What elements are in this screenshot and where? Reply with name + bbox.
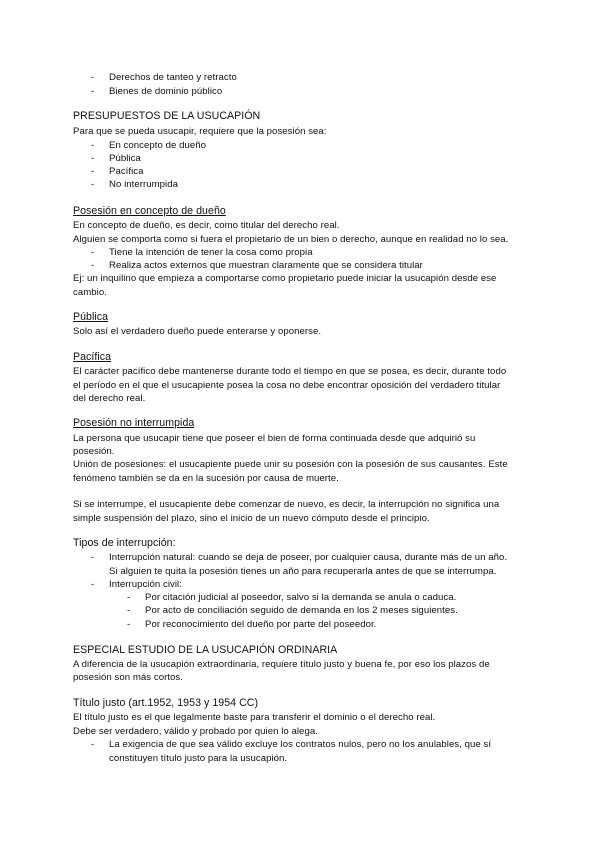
bullet-dash: - xyxy=(91,260,95,271)
list-item: La exigencia de que sea válido excluye los contratos nulos, pero no los anulables, que sí xyxy=(109,739,492,750)
paragraph-line: Debe ser verdadero, válido y probado por quien lo alega. xyxy=(73,726,318,737)
bullet-dash: - xyxy=(91,166,95,177)
list-item: Realiza actos externos que muestran claramente que se considera titular xyxy=(109,260,423,271)
list-item: Pacífica xyxy=(109,166,144,177)
bullet-dash: - xyxy=(91,72,95,83)
paragraph-line: El título justo es el que legalmente baste para transferir el dominio o el derecho real. xyxy=(73,712,436,723)
paragraph-line: fenómeno también se da en la sucesión por causa de muerte. xyxy=(73,473,339,484)
paragraph-line: posesión. xyxy=(73,446,115,457)
bullet-dash: - xyxy=(91,179,95,190)
paragraph-line: Alguien se comporta como si fuera el propietario de un bien o derecho, aunque en realidad no lo sea. xyxy=(73,234,509,245)
section-heading-especial: ESPECIAL ESTUDIO DE LA USUCAPIÓN ORDINARIA xyxy=(73,644,338,656)
paragraph-line: Unión de posesiones: el usucapiente puede unir su posesión con la posesión de sus causantes. Este xyxy=(73,459,508,470)
paragraph-line: A diferencia de la usucapión extraordinaria, requiere título justo y buena fe, por eso los plazos de xyxy=(73,659,490,670)
list-item: Tiene la intención de tener la cosa como propia xyxy=(109,247,313,258)
section-heading-titulo-justo: Título justo (art.1952, 1953 y 1954 CC) xyxy=(73,697,259,709)
list-item: En concepto de dueño xyxy=(109,140,207,151)
list-item: Bienes de dominio público xyxy=(109,86,223,97)
bullet-dash: - xyxy=(91,140,95,151)
paragraph-line: Para que se pueda usucapir, requiere que la posesión sea: xyxy=(73,126,327,137)
list-item: Derechos de tanteo y retracto xyxy=(109,72,237,83)
bullet-dash: - xyxy=(91,552,95,563)
section-heading-concepto-dueno: Posesión en concepto de dueño xyxy=(73,205,226,217)
paragraph-line: Solo así el verdadero dueño puede enterarse y oponerse. xyxy=(73,326,322,337)
paragraph-line: El carácter pacífico debe mantenerse durante todo el tiempo en que se posea, es decir, durante todo xyxy=(73,366,507,377)
list-item-continuation: constituyen título justo para la usucapión. xyxy=(109,753,288,764)
bullet-dash: - xyxy=(91,579,95,590)
list-item: Interrupción natural: cuando se deja de poseer, por cualquier causa, durante más de un año. xyxy=(109,552,508,563)
bullet-dash: - xyxy=(91,86,95,97)
section-heading-no-interrumpida: Posesión no interrumpida xyxy=(73,417,195,429)
section-heading-tipos: Tipos de interrupción: xyxy=(73,537,176,549)
sub-list-item: Por reconocimiento del dueño por parte del poseedor. xyxy=(145,619,377,630)
bullet-dash: - xyxy=(127,619,131,630)
paragraph-line: del derecho real. xyxy=(73,393,146,404)
sub-list-item: Por citación judicial al poseedor, salvo si la demanda se anula o caduca. xyxy=(145,592,457,603)
paragraph-line: posesión son más cortos. xyxy=(73,672,183,683)
paragraph-line: el período en el que el usucapiente posea la cosa no debe encontrar oposición del verdadero titular xyxy=(73,380,501,391)
list-item: Pública xyxy=(109,153,141,164)
paragraph-line: cambio. xyxy=(73,287,107,298)
bullet-dash: - xyxy=(127,605,131,616)
section-heading-publica: Pública xyxy=(73,311,109,323)
sub-list-item: Por acto de conciliación seguido de demanda en los 2 meses siguientes. xyxy=(145,605,458,616)
paragraph-line: La persona que usucapir tiene que poseer el bien de forma continuada desde que adquirió su xyxy=(73,433,476,444)
list-item: Interrupción civil: xyxy=(109,579,182,590)
paragraph-line: En concepto de dueño, es decir, como titular del derecho real. xyxy=(73,220,340,231)
bullet-dash: - xyxy=(91,153,95,164)
list-item-continuation: Si alguien te quita la posesión tienes un año para recuperarla antes de que se interrumpa. xyxy=(109,566,497,577)
paragraph-line: simple suspensión del plazo, sino el inicio de un nuevo cómputo desde el principio. xyxy=(73,513,430,524)
list-item: No interrumpida xyxy=(109,179,179,190)
bullet-dash: - xyxy=(91,739,95,750)
bullet-dash: - xyxy=(127,592,131,603)
paragraph-line: Ej: un inquilino que empieza a comportarse como propietario puede iniciar la usucapión desde ese xyxy=(73,273,497,284)
section-heading-presupuestos: PRESUPUESTOS DE LA USUCAPIÓN xyxy=(73,110,261,122)
bullet-dash: - xyxy=(91,247,95,258)
paragraph-line: Si se interrumpe, el usucapiente debe comenzar de nuevo, es decir, la interrupción no significa una xyxy=(73,499,500,510)
section-heading-pacifica: Pacífica xyxy=(73,351,112,363)
